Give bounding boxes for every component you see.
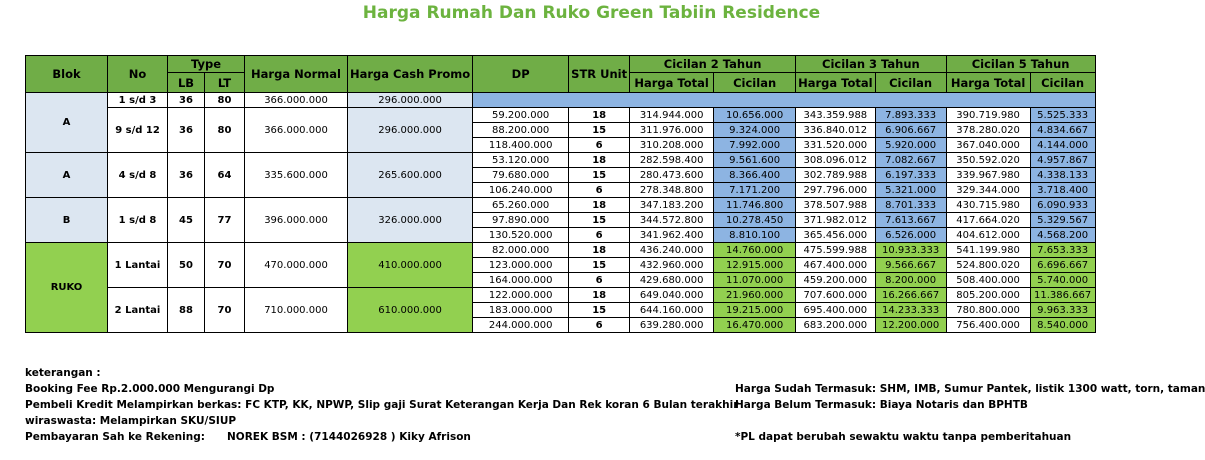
harga-total-5-cell: 350.592.020 bbox=[946, 153, 1030, 168]
str-unit-cell: 18 bbox=[569, 288, 630, 303]
harga-total-2-cell: 314.944.000 bbox=[630, 108, 714, 123]
header-str-unit: STR Unit bbox=[569, 56, 630, 93]
harga-normal-cell: 470.000.000 bbox=[245, 243, 348, 288]
notes-termasuk: Harga Sudah Termasuk: SHM, IMB, Sumur Pantek, listik 1300 watt, torn, taman bbox=[735, 383, 1205, 395]
cicilan-2-cell: 7.992.000 bbox=[714, 138, 796, 153]
harga-total-5-cell: 404.612.000 bbox=[946, 228, 1030, 243]
unit-lt-cell: 80 bbox=[205, 108, 245, 153]
str-unit-cell: 6 bbox=[569, 138, 630, 153]
cicilan-3-cell: 8.701.333 bbox=[875, 198, 946, 213]
unit-no-cell: 1 Lantai bbox=[108, 243, 168, 288]
header-lb: LB bbox=[168, 73, 205, 93]
cicilan-3-cell: 12.200.000 bbox=[875, 318, 946, 333]
harga-total-5-cell: 541.199.980 bbox=[946, 243, 1030, 258]
notes-booking: Booking Fee Rp.2.000.000 Mengurangi Dp bbox=[25, 383, 275, 395]
header-blok: Blok bbox=[26, 56, 108, 93]
table-row bbox=[26, 198, 1096, 213]
harga-total-3-cell: 308.096.012 bbox=[796, 153, 875, 168]
harga-total-3-cell: 302.789.988 bbox=[796, 168, 875, 183]
dp-cell: 106.240.000 bbox=[473, 183, 569, 198]
cicilan-3-cell: 5.321.000 bbox=[875, 183, 946, 198]
dp-cell: 164.000.000 bbox=[473, 273, 569, 288]
str-unit-cell: 15 bbox=[569, 303, 630, 318]
cicilan-5-cell: 4.957.867 bbox=[1030, 153, 1095, 168]
unit-no-cell: 1 s/d 8 bbox=[108, 198, 168, 243]
harga-total-3-cell: 467.400.000 bbox=[796, 258, 875, 273]
notes-belum: Harga Belum Termasuk: Biaya Notaris dan BPHTB bbox=[735, 399, 1028, 411]
cicilan-5-cell: 4.144.000 bbox=[1030, 138, 1095, 153]
harga-total-3-cell: 707.600.000 bbox=[796, 288, 875, 303]
blok-cell: B bbox=[26, 198, 108, 243]
cicilan-5-cell: 4.338.133 bbox=[1030, 168, 1095, 183]
harga-cash-cell: 296.000.000 bbox=[348, 93, 473, 108]
harga-total-5-cell: 339.967.980 bbox=[946, 168, 1030, 183]
table-row bbox=[26, 153, 1096, 168]
cicilan-2-cell: 14.760.000 bbox=[714, 243, 796, 258]
cicilan-2-cell: 8.366.400 bbox=[714, 168, 796, 183]
empty-fill-cell bbox=[473, 93, 1095, 108]
dp-cell: 123.000.000 bbox=[473, 258, 569, 273]
cicilan-3-cell: 6.906.667 bbox=[875, 123, 946, 138]
str-unit-cell: 15 bbox=[569, 213, 630, 228]
harga-normal-cell: 366.000.000 bbox=[245, 108, 348, 153]
str-unit-cell: 18 bbox=[569, 243, 630, 258]
dp-cell: 130.520.000 bbox=[473, 228, 569, 243]
cicilan-5-cell: 5.329.567 bbox=[1030, 213, 1095, 228]
harga-total-2-cell: 341.962.400 bbox=[630, 228, 714, 243]
table-row bbox=[26, 93, 1096, 108]
cicilan-3-cell: 16.266.667 bbox=[875, 288, 946, 303]
dp-cell: 79.680.000 bbox=[473, 168, 569, 183]
unit-lb-cell: 88 bbox=[168, 288, 205, 333]
cicilan-2-cell: 10.278.450 bbox=[714, 213, 796, 228]
dp-cell: 183.000.000 bbox=[473, 303, 569, 318]
price-table-body bbox=[26, 93, 1096, 333]
harga-cash-cell: 265.600.000 bbox=[348, 153, 473, 198]
harga-total-3-cell: 336.840.012 bbox=[796, 123, 875, 138]
harga-cash-cell: 410.000.000 bbox=[348, 243, 473, 288]
cicilan-5-cell: 4.834.667 bbox=[1030, 123, 1095, 138]
header-harga-total-5: Harga Total bbox=[946, 73, 1030, 93]
harga-total-2-cell: 280.473.600 bbox=[630, 168, 714, 183]
harga-total-5-cell: 780.800.000 bbox=[946, 303, 1030, 318]
harga-total-5-cell: 805.200.000 bbox=[946, 288, 1030, 303]
header-row-1 bbox=[26, 56, 1096, 73]
harga-total-5-cell: 378.280.020 bbox=[946, 123, 1030, 138]
harga-total-3-cell: 683.200.000 bbox=[796, 318, 875, 333]
notes-norek: NOREK BSM : (7144026928 ) Kiky Afrison bbox=[227, 431, 471, 443]
cicilan-3-cell: 7.613.667 bbox=[875, 213, 946, 228]
cicilan-5-cell: 7.653.333 bbox=[1030, 243, 1095, 258]
dp-cell: 97.890.000 bbox=[473, 213, 569, 228]
unit-lt-cell: 64 bbox=[205, 153, 245, 198]
harga-cash-cell: 296.000.000 bbox=[348, 108, 473, 153]
cicilan-5-cell: 5.525.333 bbox=[1030, 108, 1095, 123]
notes-wiraswasta: wiraswasta: Melampirkan SKU/SIUP bbox=[25, 415, 237, 427]
table-row bbox=[26, 288, 1096, 303]
cicilan-5-cell: 6.696.667 bbox=[1030, 258, 1095, 273]
cicilan-5-cell: 4.568.200 bbox=[1030, 228, 1095, 243]
harga-total-5-cell: 430.715.980 bbox=[946, 198, 1030, 213]
cicilan-2-cell: 10.656.000 bbox=[714, 108, 796, 123]
cicilan-3-cell: 5.920.000 bbox=[875, 138, 946, 153]
harga-total-3-cell: 371.982.012 bbox=[796, 213, 875, 228]
unit-no-cell: 2 Lantai bbox=[108, 288, 168, 333]
cicilan-5-cell: 9.963.333 bbox=[1030, 303, 1095, 318]
harga-total-2-cell: 282.598.400 bbox=[630, 153, 714, 168]
unit-lb-cell: 36 bbox=[168, 153, 205, 198]
harga-total-3-cell: 343.359.988 bbox=[796, 108, 875, 123]
cicilan-3-cell: 10.933.333 bbox=[875, 243, 946, 258]
blok-cell: A bbox=[26, 93, 108, 153]
unit-no-cell: 4 s/d 8 bbox=[108, 153, 168, 198]
dp-cell: 122.000.000 bbox=[473, 288, 569, 303]
header-cicilan-5: Cicilan 5 Tahun bbox=[946, 56, 1095, 73]
dp-cell: 65.260.000 bbox=[473, 198, 569, 213]
blok-cell: RUKO bbox=[26, 243, 108, 333]
harga-total-5-cell: 417.664.020 bbox=[946, 213, 1030, 228]
str-unit-cell: 15 bbox=[569, 123, 630, 138]
unit-no-cell: 1 s/d 3 bbox=[108, 93, 168, 108]
dp-cell: 244.000.000 bbox=[473, 318, 569, 333]
str-unit-cell: 18 bbox=[569, 198, 630, 213]
unit-lb-cell: 36 bbox=[168, 93, 205, 108]
str-unit-cell: 6 bbox=[569, 318, 630, 333]
header-no: No bbox=[108, 56, 168, 93]
str-unit-cell: 6 bbox=[569, 273, 630, 288]
dp-cell: 53.120.000 bbox=[473, 153, 569, 168]
cicilan-5-cell: 6.090.933 bbox=[1030, 198, 1095, 213]
cicilan-2-cell: 11.070.000 bbox=[714, 273, 796, 288]
notes-pl: *PL dapat berubah sewaktu waktu tanpa pemberitahuan bbox=[735, 431, 1072, 443]
notes-keterangan: keterangan : bbox=[25, 367, 101, 379]
harga-total-3-cell: 475.599.988 bbox=[796, 243, 875, 258]
harga-total-2-cell: 436.240.000 bbox=[630, 243, 714, 258]
header-dp: DP bbox=[473, 56, 569, 93]
harga-total-3-cell: 695.400.000 bbox=[796, 303, 875, 318]
dp-cell: 82.000.000 bbox=[473, 243, 569, 258]
cicilan-2-cell: 7.171.200 bbox=[714, 183, 796, 198]
harga-normal-cell: 335.600.000 bbox=[245, 153, 348, 198]
harga-normal-cell: 396.000.000 bbox=[245, 198, 348, 243]
table-row bbox=[26, 243, 1096, 258]
unit-lt-cell: 70 bbox=[205, 288, 245, 333]
cicilan-3-cell: 7.893.333 bbox=[875, 108, 946, 123]
cicilan-2-cell: 9.324.000 bbox=[714, 123, 796, 138]
harga-total-3-cell: 365.456.000 bbox=[796, 228, 875, 243]
cicilan-5-cell: 11.386.667 bbox=[1030, 288, 1095, 303]
cicilan-2-cell: 9.561.600 bbox=[714, 153, 796, 168]
cicilan-3-cell: 6.197.333 bbox=[875, 168, 946, 183]
cicilan-3-cell: 9.566.667 bbox=[875, 258, 946, 273]
harga-total-5-cell: 367.040.000 bbox=[946, 138, 1030, 153]
harga-total-5-cell: 524.800.020 bbox=[946, 258, 1030, 273]
table-row bbox=[26, 108, 1096, 123]
header-cicilan-3: Cicilan 3 Tahun bbox=[796, 56, 946, 73]
harga-total-3-cell: 378.507.988 bbox=[796, 198, 875, 213]
header-harga-total-3: Harga Total bbox=[796, 73, 875, 93]
header-cicilan-2: Cicilan 2 Tahun bbox=[630, 56, 796, 73]
harga-total-2-cell: 639.280.000 bbox=[630, 318, 714, 333]
unit-lb-cell: 50 bbox=[168, 243, 205, 288]
cicilan-5-cell: 3.718.400 bbox=[1030, 183, 1095, 198]
dp-cell: 88.200.000 bbox=[473, 123, 569, 138]
header-lt: LT bbox=[205, 73, 245, 93]
harga-total-2-cell: 432.960.000 bbox=[630, 258, 714, 273]
cicilan-2-cell: 19.215.000 bbox=[714, 303, 796, 318]
dp-cell: 59.200.000 bbox=[473, 108, 569, 123]
unit-no-cell: 9 s/d 12 bbox=[108, 108, 168, 153]
page-title: Harga Rumah Dan Ruko Green Tabiin Residence bbox=[362, 3, 821, 23]
cicilan-3-cell: 6.526.000 bbox=[875, 228, 946, 243]
harga-total-2-cell: 347.183.200 bbox=[630, 198, 714, 213]
harga-total-5-cell: 508.400.000 bbox=[946, 273, 1030, 288]
cicilan-5-cell: 5.740.000 bbox=[1030, 273, 1095, 288]
harga-total-5-cell: 756.400.000 bbox=[946, 318, 1030, 333]
header-cicilan-value-2: Cicilan bbox=[714, 73, 796, 93]
unit-lt-cell: 70 bbox=[205, 243, 245, 288]
str-unit-cell: 15 bbox=[569, 258, 630, 273]
harga-cash-cell: 610.000.000 bbox=[348, 288, 473, 333]
harga-total-5-cell: 329.344.000 bbox=[946, 183, 1030, 198]
header-cicilan-value-5: Cicilan bbox=[1030, 73, 1095, 93]
header-cicilan-value-3: Cicilan bbox=[875, 73, 946, 93]
harga-normal-cell: 366.000.000 bbox=[245, 93, 348, 108]
cicilan-2-cell: 8.810.100 bbox=[714, 228, 796, 243]
cicilan-2-cell: 12.915.000 bbox=[714, 258, 796, 273]
harga-total-2-cell: 429.680.000 bbox=[630, 273, 714, 288]
unit-lb-cell: 45 bbox=[168, 198, 205, 243]
harga-total-3-cell: 331.520.000 bbox=[796, 138, 875, 153]
header-harga-cash: Harga Cash Promo bbox=[348, 56, 473, 93]
cicilan-3-cell: 14.233.333 bbox=[875, 303, 946, 318]
str-unit-cell: 18 bbox=[569, 108, 630, 123]
blok-cell: A bbox=[26, 153, 108, 198]
unit-lb-cell: 36 bbox=[168, 108, 205, 153]
dp-cell: 118.400.000 bbox=[473, 138, 569, 153]
notes-kredit: Pembeli Kredit Melampirkan berkas: FC KTP, KK, NPWP, Slip gaji Surat Keterangan Kerja Dan Rek koran 6 Bulan terakhir bbox=[25, 399, 739, 411]
str-unit-cell: 6 bbox=[569, 228, 630, 243]
harga-total-2-cell: 311.976.000 bbox=[630, 123, 714, 138]
price-table bbox=[25, 55, 1096, 333]
harga-total-2-cell: 644.160.000 bbox=[630, 303, 714, 318]
str-unit-cell: 18 bbox=[569, 153, 630, 168]
header-type: Type bbox=[168, 56, 245, 73]
cicilan-2-cell: 11.746.800 bbox=[714, 198, 796, 213]
header-harga-normal: Harga Normal bbox=[245, 56, 348, 93]
header-harga-total-2: Harga Total bbox=[630, 73, 714, 93]
harga-total-2-cell: 278.348.800 bbox=[630, 183, 714, 198]
harga-cash-cell: 326.000.000 bbox=[348, 198, 473, 243]
harga-total-5-cell: 390.719.980 bbox=[946, 108, 1030, 123]
cicilan-3-cell: 7.082.667 bbox=[875, 153, 946, 168]
harga-normal-cell: 710.000.000 bbox=[245, 288, 348, 333]
harga-total-2-cell: 649.040.000 bbox=[630, 288, 714, 303]
cicilan-5-cell: 8.540.000 bbox=[1030, 318, 1095, 333]
unit-lt-cell: 80 bbox=[205, 93, 245, 108]
unit-lt-cell: 77 bbox=[205, 198, 245, 243]
harga-total-3-cell: 297.796.000 bbox=[796, 183, 875, 198]
harga-total-3-cell: 459.200.000 bbox=[796, 273, 875, 288]
notes-pembayaran-label: Pembayaran Sah ke Rekening: bbox=[25, 431, 205, 443]
harga-total-2-cell: 344.572.800 bbox=[630, 213, 714, 228]
cicilan-3-cell: 8.200.000 bbox=[875, 273, 946, 288]
cicilan-2-cell: 16.470.000 bbox=[714, 318, 796, 333]
harga-total-2-cell: 310.208.000 bbox=[630, 138, 714, 153]
str-unit-cell: 15 bbox=[569, 168, 630, 183]
str-unit-cell: 6 bbox=[569, 183, 630, 198]
cicilan-2-cell: 21.960.000 bbox=[714, 288, 796, 303]
